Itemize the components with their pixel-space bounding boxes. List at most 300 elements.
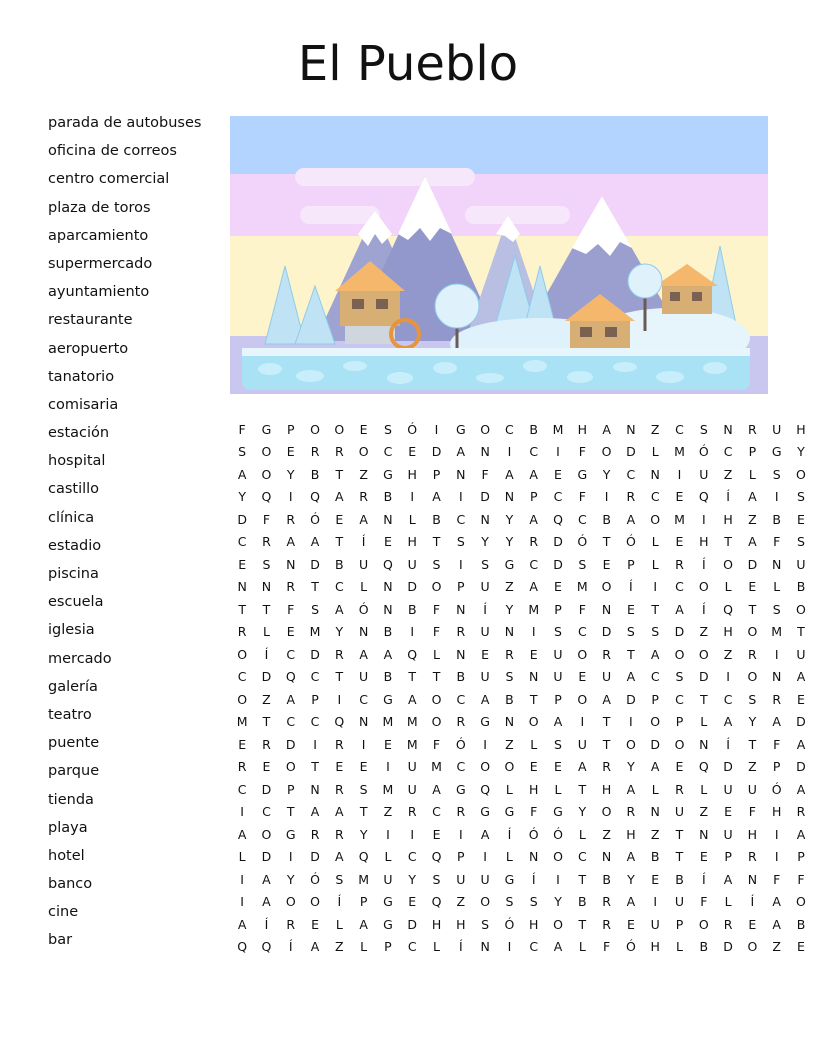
grid-cell[interactable]: F <box>748 804 756 820</box>
grid-cell[interactable]: F <box>700 894 708 910</box>
grid-cell[interactable]: G <box>383 916 393 932</box>
grid-cell[interactable]: U <box>602 669 612 685</box>
grid-cell[interactable]: S <box>626 624 635 640</box>
grid-cell[interactable]: B <box>456 669 466 685</box>
grid-cell[interactable]: H <box>626 826 636 842</box>
grid-cell[interactable]: O <box>625 736 636 752</box>
grid-cell[interactable]: H <box>529 916 539 932</box>
grid-cell[interactable]: R <box>626 489 636 505</box>
grid-cell[interactable]: E <box>529 646 538 662</box>
grid-cell[interactable]: N <box>456 466 466 482</box>
grid-cell[interactable]: O <box>553 916 563 932</box>
grid-cell[interactable]: N <box>383 601 393 617</box>
grid-cell[interactable]: T <box>748 736 757 752</box>
grid-cell[interactable]: L <box>530 736 538 752</box>
grid-cell[interactable]: P <box>529 489 538 505</box>
grid-cell[interactable]: C <box>675 691 684 707</box>
grid-cell[interactable]: Í <box>337 894 342 910</box>
grid-cell[interactable]: I <box>653 579 658 595</box>
grid-cell[interactable]: F <box>578 444 586 460</box>
grid-cell[interactable]: L <box>505 849 513 865</box>
grid-cell[interactable]: O <box>723 556 733 572</box>
grid-cell[interactable]: T <box>529 691 538 707</box>
grid-cell[interactable]: Y <box>578 804 587 820</box>
grid-cell[interactable]: O <box>577 646 588 662</box>
grid-cell[interactable]: S <box>772 601 781 617</box>
grid-cell[interactable]: D <box>796 714 806 730</box>
grid-cell[interactable]: A <box>796 736 806 752</box>
grid-cell[interactable]: C <box>407 939 417 955</box>
grid-cell[interactable]: C <box>432 804 441 820</box>
grid-cell[interactable]: L <box>724 579 732 595</box>
grid-cell[interactable]: R <box>334 444 344 460</box>
grid-cell[interactable]: I <box>507 939 512 955</box>
grid-cell[interactable]: E <box>359 759 368 775</box>
grid-cell[interactable]: R <box>602 894 611 910</box>
grid-cell[interactable]: O <box>553 849 563 865</box>
grid-cell[interactable]: C <box>262 804 271 820</box>
grid-cell[interactable]: Í <box>701 601 706 617</box>
grid-cell[interactable]: Í <box>264 916 269 932</box>
grid-cell[interactable]: T <box>335 669 344 685</box>
grid-cell[interactable]: G <box>383 466 393 482</box>
grid-cell[interactable]: Ó <box>577 534 588 550</box>
grid-cell[interactable]: M <box>528 601 540 617</box>
grid-cell[interactable]: Ó <box>407 421 418 437</box>
grid-cell[interactable]: I <box>556 444 560 460</box>
grid-cell[interactable]: A <box>626 669 636 685</box>
grid-cell[interactable]: E <box>626 916 635 932</box>
grid-cell[interactable]: Y <box>505 601 514 617</box>
grid-cell[interactable]: H <box>723 624 733 640</box>
grid-cell[interactable]: I <box>458 489 463 505</box>
grid-cell[interactable]: Z <box>383 804 393 820</box>
grid-cell[interactable]: N <box>358 624 369 640</box>
grid-cell[interactable]: Z <box>262 691 271 707</box>
grid-cell[interactable]: P <box>627 556 635 572</box>
grid-cell[interactable]: C <box>675 421 684 437</box>
grid-cell[interactable]: H <box>407 534 417 550</box>
grid-cell[interactable]: S <box>699 421 708 437</box>
grid-cell[interactable]: B <box>578 894 587 910</box>
grid-cell[interactable]: C <box>529 444 539 460</box>
grid-cell[interactable]: R <box>675 556 684 572</box>
grid-cell[interactable]: Q <box>310 489 320 505</box>
grid-cell[interactable]: Ó <box>625 534 636 550</box>
grid-cell[interactable]: A <box>456 444 466 460</box>
grid-cell[interactable]: E <box>651 871 660 887</box>
grid-cell[interactable]: M <box>771 624 783 640</box>
grid-cell[interactable]: M <box>406 736 418 752</box>
grid-cell[interactable]: O <box>431 714 442 730</box>
grid-cell[interactable]: T <box>238 601 246 617</box>
grid-cell[interactable]: C <box>237 669 247 685</box>
grid-cell[interactable]: U <box>480 624 490 640</box>
grid-cell[interactable]: A <box>432 781 441 797</box>
grid-cell[interactable]: N <box>504 714 515 730</box>
grid-cell[interactable]: N <box>601 849 612 865</box>
grid-cell[interactable]: I <box>240 871 244 887</box>
grid-cell[interactable]: N <box>456 601 466 617</box>
grid-cell[interactable]: Q <box>407 646 418 662</box>
grid-cell[interactable]: H <box>529 781 539 797</box>
grid-cell[interactable]: A <box>553 714 563 730</box>
grid-cell[interactable]: O <box>577 691 588 707</box>
grid-cell[interactable]: F <box>797 871 805 887</box>
grid-cell[interactable]: D <box>601 624 612 640</box>
grid-cell[interactable]: P <box>651 691 659 707</box>
grid-cell[interactable]: I <box>629 714 633 730</box>
grid-cell[interactable]: B <box>432 511 441 527</box>
grid-cell[interactable]: Q <box>698 759 709 775</box>
grid-cell[interactable]: R <box>334 781 344 797</box>
grid-cell[interactable]: L <box>700 781 708 797</box>
grid-cell[interactable]: H <box>407 466 417 482</box>
grid-cell[interactable]: D <box>553 534 563 550</box>
grid-cell[interactable]: Z <box>723 466 733 482</box>
grid-cell[interactable]: F <box>287 601 295 617</box>
grid-cell[interactable]: C <box>383 444 393 460</box>
grid-cell[interactable]: O <box>237 691 248 707</box>
grid-cell[interactable]: M <box>674 444 685 460</box>
grid-cell[interactable]: U <box>456 871 466 887</box>
grid-cell[interactable]: Í <box>750 894 755 910</box>
grid-cell[interactable]: N <box>699 826 709 842</box>
grid-cell[interactable]: R <box>723 916 733 932</box>
grid-cell[interactable]: C <box>723 444 733 460</box>
grid-cell[interactable]: O <box>601 579 612 595</box>
grid-cell[interactable]: E <box>335 511 344 527</box>
grid-cell[interactable]: D <box>650 736 661 752</box>
grid-cell[interactable]: E <box>675 489 684 505</box>
grid-cell[interactable]: S <box>335 871 344 887</box>
grid-cell[interactable]: R <box>748 646 757 662</box>
grid-cell[interactable]: A <box>480 826 490 842</box>
grid-cell[interactable]: G <box>504 804 515 820</box>
grid-cell[interactable]: C <box>407 849 417 865</box>
grid-cell[interactable]: T <box>797 624 805 640</box>
grid-cell[interactable]: L <box>505 781 513 797</box>
grid-cell[interactable]: C <box>310 669 320 685</box>
grid-cell[interactable]: E <box>286 444 295 460</box>
grid-cell[interactable]: I <box>361 736 366 752</box>
grid-cell[interactable]: E <box>602 556 611 572</box>
grid-cell[interactable]: Y <box>505 534 514 550</box>
grid-cell[interactable]: U <box>650 916 660 932</box>
grid-cell[interactable]: Y <box>627 871 635 887</box>
grid-cell[interactable]: R <box>334 736 344 752</box>
grid-cell[interactable]: U <box>480 579 490 595</box>
grid-cell[interactable]: C <box>529 939 539 955</box>
grid-cell[interactable]: Z <box>650 826 660 842</box>
grid-cell[interactable]: O <box>674 646 685 662</box>
grid-cell[interactable]: Y <box>554 894 562 910</box>
grid-cell[interactable]: U <box>553 646 563 662</box>
grid-cell[interactable]: B <box>505 691 514 707</box>
grid-cell[interactable]: D <box>747 556 758 572</box>
grid-cell[interactable]: R <box>529 534 539 550</box>
grid-cell[interactable]: E <box>408 444 417 460</box>
grid-cell[interactable]: A <box>748 489 757 505</box>
grid-cell[interactable]: E <box>238 556 247 572</box>
grid-cell[interactable]: U <box>723 826 733 842</box>
grid-cell[interactable]: N <box>237 579 247 595</box>
grid-cell[interactable]: O <box>261 466 272 482</box>
grid-cell[interactable]: Q <box>553 511 563 527</box>
grid-cell[interactable]: G <box>261 421 272 437</box>
grid-cell[interactable]: C <box>456 759 466 775</box>
grid-cell[interactable]: E <box>481 646 490 662</box>
grid-cell[interactable]: R <box>602 759 611 775</box>
grid-cell[interactable]: R <box>262 736 271 752</box>
grid-cell[interactable]: A <box>529 511 538 527</box>
grid-cell[interactable]: I <box>483 736 487 752</box>
grid-cell[interactable]: A <box>359 646 368 662</box>
grid-cell[interactable]: E <box>554 579 562 595</box>
grid-cell[interactable]: A <box>310 939 320 955</box>
grid-cell[interactable]: E <box>529 759 538 775</box>
grid-cell[interactable]: P <box>384 939 392 955</box>
grid-cell[interactable]: I <box>434 421 439 437</box>
grid-cell[interactable]: Q <box>261 489 272 505</box>
grid-cell[interactable]: I <box>386 759 390 775</box>
grid-cell[interactable]: R <box>262 534 271 550</box>
grid-cell[interactable]: F <box>432 624 441 640</box>
grid-cell[interactable]: Q <box>480 781 491 797</box>
grid-cell[interactable]: G <box>480 714 490 730</box>
grid-cell[interactable]: T <box>432 669 441 685</box>
grid-cell[interactable]: G <box>455 421 466 437</box>
grid-cell[interactable]: U <box>747 781 757 797</box>
grid-cell[interactable]: I <box>604 489 609 505</box>
grid-cell[interactable]: S <box>238 444 247 460</box>
grid-cell[interactable]: D <box>261 849 272 865</box>
grid-cell[interactable]: A <box>602 421 611 437</box>
grid-cell[interactable]: Y <box>602 466 611 482</box>
grid-cell[interactable]: D <box>626 444 636 460</box>
grid-cell[interactable]: Y <box>627 759 635 775</box>
grid-cell[interactable]: P <box>554 601 562 617</box>
grid-cell[interactable]: O <box>796 601 806 617</box>
grid-cell[interactable]: R <box>602 916 611 932</box>
grid-cell[interactable]: A <box>359 511 368 527</box>
grid-cell[interactable]: Q <box>334 714 345 730</box>
grid-cell[interactable]: Ó <box>358 601 369 617</box>
grid-cell[interactable]: B <box>675 871 684 887</box>
grid-cell[interactable]: G <box>553 804 563 820</box>
grid-cell[interactable]: C <box>723 691 733 707</box>
grid-cell[interactable]: H <box>796 421 806 437</box>
grid-cell[interactable]: A <box>505 466 514 482</box>
grid-cell[interactable]: A <box>626 894 636 910</box>
grid-cell[interactable]: N <box>456 646 466 662</box>
grid-cell[interactable]: C <box>577 511 587 527</box>
grid-cell[interactable]: Z <box>505 736 514 752</box>
grid-cell[interactable]: U <box>407 556 417 572</box>
grid-cell[interactable]: Y <box>286 466 295 482</box>
grid-cell[interactable]: R <box>286 916 296 932</box>
grid-cell[interactable]: R <box>748 849 757 865</box>
grid-cell[interactable]: R <box>286 579 296 595</box>
grid-cell[interactable]: Q <box>431 849 442 865</box>
grid-cell[interactable]: T <box>311 579 319 595</box>
grid-cell[interactable]: Y <box>359 826 368 842</box>
grid-cell[interactable]: Z <box>699 624 709 640</box>
grid-cell[interactable]: Y <box>335 624 344 640</box>
grid-cell[interactable]: U <box>723 781 733 797</box>
grid-cell[interactable]: R <box>675 781 684 797</box>
grid-cell[interactable]: I <box>458 826 463 842</box>
grid-cell[interactable]: A <box>675 601 684 617</box>
grid-cell[interactable]: A <box>772 714 781 730</box>
grid-cell[interactable]: D <box>553 556 563 572</box>
grid-cell[interactable]: U <box>407 781 417 797</box>
grid-cell[interactable]: A <box>626 511 636 527</box>
grid-cell[interactable]: L <box>578 939 586 955</box>
grid-cell[interactable]: Ó <box>698 444 709 460</box>
grid-cell[interactable]: A <box>310 534 320 550</box>
grid-cell[interactable]: L <box>748 466 756 482</box>
grid-cell[interactable]: C <box>650 489 660 505</box>
grid-cell[interactable]: E <box>675 534 684 550</box>
grid-cell[interactable]: I <box>313 736 317 752</box>
grid-cell[interactable]: A <box>650 759 660 775</box>
grid-cell[interactable]: O <box>650 714 661 730</box>
grid-cell[interactable]: E <box>408 894 417 910</box>
grid-cell[interactable]: I <box>774 826 779 842</box>
grid-cell[interactable]: O <box>310 894 320 910</box>
grid-cell[interactable]: D <box>310 849 320 865</box>
grid-cell[interactable]: I <box>240 804 244 820</box>
grid-cell[interactable]: I <box>531 624 536 640</box>
grid-cell[interactable]: I <box>653 894 658 910</box>
grid-cell[interactable]: S <box>505 894 514 910</box>
grid-cell[interactable]: I <box>580 714 585 730</box>
grid-cell[interactable]: I <box>458 556 463 572</box>
grid-cell[interactable]: S <box>651 624 660 640</box>
grid-cell[interactable]: A <box>237 916 247 932</box>
grid-cell[interactable]: N <box>650 466 660 482</box>
grid-cell[interactable]: E <box>238 736 247 752</box>
grid-cell[interactable]: O <box>698 646 709 662</box>
grid-cell[interactable]: L <box>238 849 246 865</box>
grid-cell[interactable]: O <box>285 759 296 775</box>
grid-cell[interactable]: N <box>601 601 612 617</box>
grid-cell[interactable]: Í <box>288 939 293 955</box>
grid-cell[interactable]: I <box>677 466 682 482</box>
grid-cell[interactable]: R <box>772 691 782 707</box>
grid-cell[interactable]: U <box>796 556 806 572</box>
grid-cell[interactable]: H <box>601 781 612 797</box>
grid-cell[interactable]: M <box>576 579 588 595</box>
grid-cell[interactable]: H <box>723 511 733 527</box>
grid-cell[interactable]: D <box>285 736 296 752</box>
grid-cell[interactable]: O <box>698 579 709 595</box>
grid-cell[interactable]: L <box>262 624 270 640</box>
grid-cell[interactable]: C <box>286 646 296 662</box>
grid-cell[interactable]: F <box>432 736 441 752</box>
grid-cell[interactable]: L <box>384 849 392 865</box>
grid-cell[interactable]: Q <box>261 939 272 955</box>
grid-cell[interactable]: H <box>699 534 709 550</box>
grid-cell[interactable]: G <box>455 781 466 797</box>
grid-cell[interactable]: Ó <box>504 916 515 932</box>
grid-cell[interactable]: T <box>578 916 587 932</box>
grid-cell[interactable]: A <box>529 466 538 482</box>
grid-cell[interactable]: O <box>796 466 806 482</box>
grid-cell[interactable]: F <box>603 939 611 955</box>
grid-cell[interactable]: H <box>456 916 466 932</box>
grid-cell[interactable]: O <box>480 421 491 437</box>
grid-cell[interactable]: N <box>504 489 515 505</box>
grid-cell[interactable]: E <box>383 534 392 550</box>
grid-cell[interactable]: I <box>774 489 779 505</box>
grid-cell[interactable]: E <box>797 511 805 527</box>
grid-cell[interactable]: F <box>578 489 586 505</box>
grid-cell[interactable]: D <box>431 444 442 460</box>
grid-cell[interactable]: A <box>335 804 344 820</box>
grid-cell[interactable]: N <box>747 871 758 887</box>
grid-cell[interactable]: P <box>457 579 465 595</box>
grid-cell[interactable]: E <box>262 759 271 775</box>
grid-cell[interactable]: N <box>383 511 393 527</box>
grid-cell[interactable]: Q <box>358 849 369 865</box>
grid-cell[interactable]: M <box>431 759 442 775</box>
grid-cell[interactable]: R <box>602 646 611 662</box>
grid-cell[interactable]: Z <box>602 826 611 842</box>
grid-cell[interactable]: S <box>359 781 368 797</box>
grid-cell[interactable]: U <box>577 736 587 752</box>
grid-cell[interactable]: L <box>676 939 683 955</box>
grid-cell[interactable]: R <box>456 804 466 820</box>
grid-cell[interactable]: O <box>358 444 369 460</box>
grid-cell[interactable]: A <box>262 871 271 887</box>
grid-cell[interactable]: N <box>480 939 490 955</box>
grid-cell[interactable]: U <box>674 894 685 910</box>
grid-cell[interactable]: T <box>675 849 684 865</box>
grid-cell[interactable]: L <box>651 444 659 460</box>
grid-cell[interactable]: E <box>797 691 805 707</box>
grid-cell[interactable]: F <box>773 871 781 887</box>
grid-cell[interactable]: O <box>747 939 758 955</box>
grid-cell[interactable]: U <box>699 466 709 482</box>
grid-cell[interactable]: P <box>432 466 441 482</box>
grid-cell[interactable]: Y <box>286 871 295 887</box>
grid-cell[interactable]: T <box>748 601 757 617</box>
grid-cell[interactable]: C <box>650 669 660 685</box>
grid-cell[interactable]: E <box>554 759 562 775</box>
grid-cell[interactable]: U <box>480 669 490 685</box>
grid-cell[interactable]: S <box>675 669 684 685</box>
grid-cell[interactable]: B <box>796 579 806 595</box>
grid-cell[interactable]: R <box>359 489 368 505</box>
grid-cell[interactable]: O <box>698 916 709 932</box>
grid-cell[interactable]: N <box>504 624 515 640</box>
grid-cell[interactable]: N <box>383 579 393 595</box>
grid-cell[interactable]: Z <box>650 421 660 437</box>
grid-cell[interactable]: F <box>773 736 781 752</box>
grid-cell[interactable]: A <box>407 691 417 707</box>
grid-cell[interactable]: R <box>796 804 806 820</box>
grid-cell[interactable]: Q <box>383 556 393 572</box>
grid-cell[interactable]: S <box>481 916 490 932</box>
grid-cell[interactable]: D <box>626 691 636 707</box>
grid-cell[interactable]: S <box>481 556 490 572</box>
grid-cell[interactable]: E <box>554 466 562 482</box>
grid-cell[interactable]: N <box>310 781 320 797</box>
grid-cell[interactable]: L <box>433 646 440 662</box>
grid-cell[interactable]: R <box>748 421 757 437</box>
